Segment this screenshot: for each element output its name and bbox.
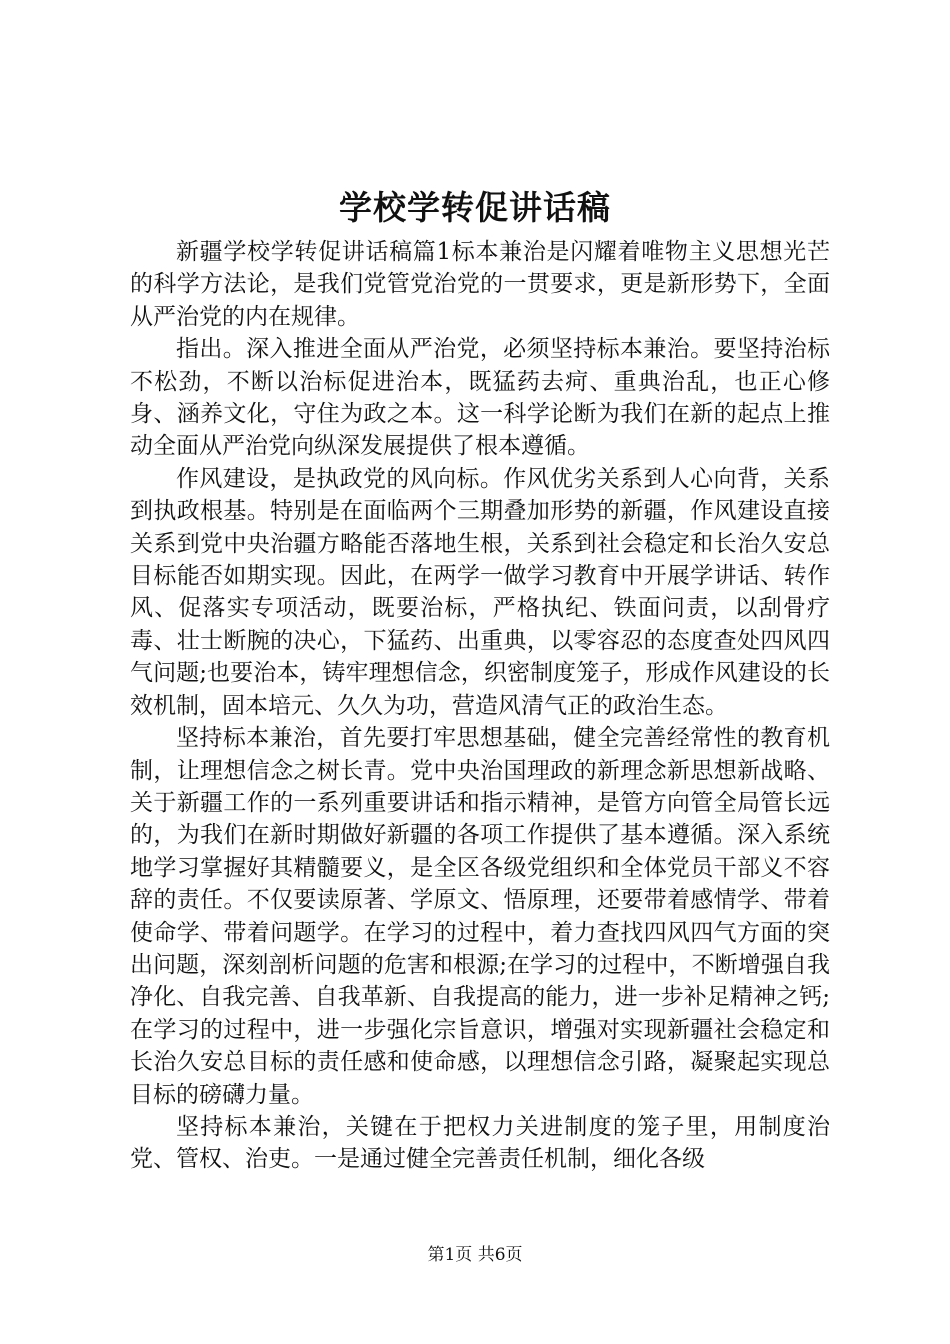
paragraph: 指出。深入推进全面从严治党，必须坚持标本兼治。要坚持治标不松劲，不断以治标促进治本，既猛药去疴、重典治乱，也正心修身、涵养文化，守住为政之本。这一科学论断为我们在新的起点上推动全面从严治党向纵深发展提供了根本遵循。 (130, 336, 830, 460)
page-footer: 第1页 共6页 (427, 1245, 523, 1265)
paragraph: 新疆学校学转促讲话稿篇1标本兼治是闪耀着唯物主义思想光芒的科学方法论，是我们党管党治党的一贯要求，更是新形势下，全面从严治党的内在规律。 (130, 239, 830, 330)
document-body (130, 236, 830, 1176)
document-title: 学校学转促讲话稿 (339, 188, 611, 227)
paragraph: 坚持标本兼治，首先要打牢思想基础，健全完善经常性的教育机制，让理想信念之树长青。党中央治国理政的新理念新思想新战略、关于新疆工作的一系列重要讲话和指示精神，是管方向管全局管长远的，为我们在新时期做好新疆的各项工作提供了基本遵循。深入系统地学习掌握好其精髓要义，是全区各级党组织和全体党员干部义不容辞的责任。不仅要读原著、学原文、悟原理，还要带着感情学、带着使命学、带着问题学。在学习的过程中，着力查找四风四气方面的突出问题，深刻剖析问题的危害和根源;在学习的过程中，不断增强自我净化、自我完善、自我革新、自我提高的能力，进一步补足精神之钙;在学习的过程中，进一步强化宗旨意识，增强对实现新疆社会稳定和长治久安总目标的责任感和使命感，以理想信念引路，凝聚起实现总目标的磅礴力量。 (130, 725, 830, 1108)
paragraph: 作风建设，是执政党的风向标。作风优劣关系到人心向背，关系到执政根基。特别是在面临两个三期叠加形势的新疆，作风建设直接关系到党中央治疆方略能否落地生根，关系到社会稳定和长治久安总目标能否如期实现。因此，在两学一做学习教育中开展学讲话、转作风、促落实专项活动，既要治标，严格执纪、铁面问责，以刮骨疗毒、壮士断腕的决心，下猛药、出重典，以零容忍的态度查处四风四气问题;也要治本，铸牢理想信念，织密制度笼子，形成作风建设的长效机制，固本培元、久久为功，营造风清气正的政治生态。 (130, 465, 830, 719)
paragraph: 坚持标本兼治，关键在于把权力关进制度的笼子里，用制度治党、管权、治吏。一是通过健全完善责任机制，细化各级 (130, 1113, 830, 1173)
